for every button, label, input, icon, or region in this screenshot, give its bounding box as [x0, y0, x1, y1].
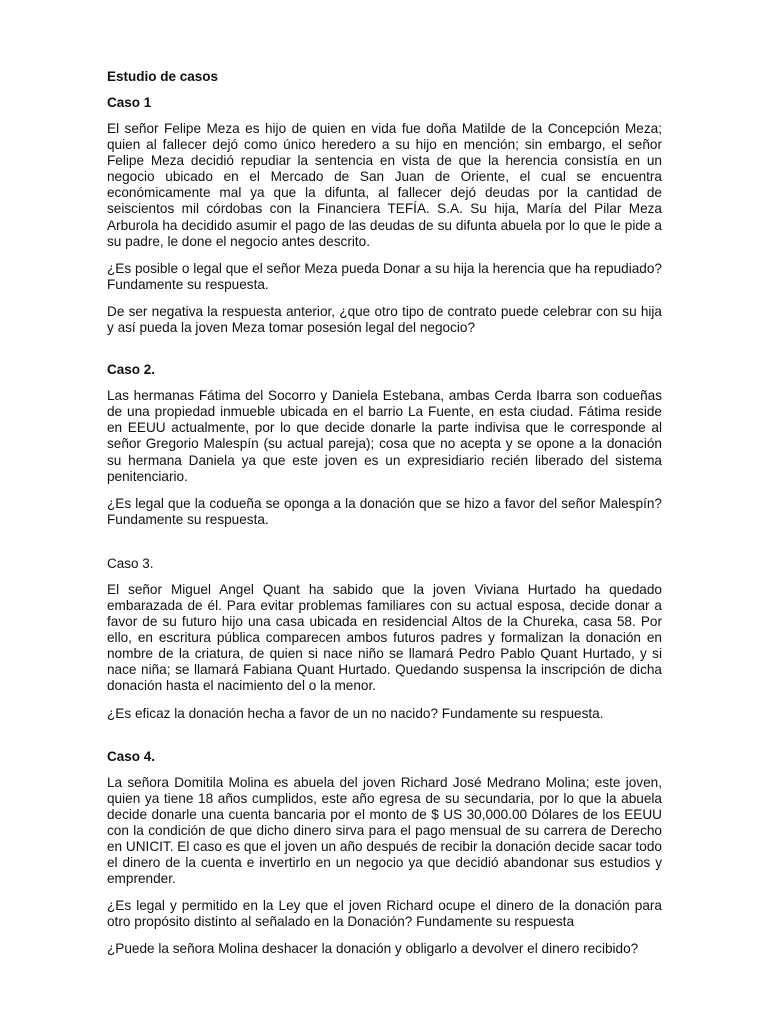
section-spacer: [107, 733, 662, 749]
case-2-facts: Las hermanas Fátima del Socorro y Daniela Estebana, ambas Cerda Ibarra son codueñas de una propiedad inmueble ubicada en el barrio La Fuente, en esta ciudad. Fátima reside en EEUU actualmente, por lo que decide donarle la parte indivisa que le corresponde al señor Gregorio Malespín (su actual pareja); cosa que no acepta y se opone a la donación su hermana Daniela ya que este joven es un expresidiario recién liberado del sistema penitenciario.: [107, 388, 662, 484]
case-4-facts: La señora Domitila Molina es abuela del joven Richard José Medrano Molina; este joven, quien ya tiene 18 años cumplidos, este año egresa de su secundaria, por lo que la abuela decide donarle una cuenta bancaria por el monto de $ US 30,000.00 Dólares de los EEUU con la condición de que dicho dinero sirva para el pago mensual de su carrera de Derecho en UNICIT. El caso es que el joven un año después de recibir la donación decide sacar todo el dinero de la cuenta e invertirlo en un negocio ya que decidió abandonar sus estudios y emprender.: [107, 774, 662, 887]
case-1: [107, 95, 662, 336]
case-3-heading: Caso 3.: [107, 555, 154, 571]
case-1-heading: Caso 1: [107, 95, 152, 110]
case-3: [107, 556, 662, 722]
case-2-question-1: ¿Es legal que la codueña se oponga a la donación que se hizo a favor del señor Malespín? Fundamente su respuesta.: [107, 495, 662, 527]
case-4: [107, 749, 662, 958]
case-3-question-1: ¿Es eficaz la donación hecha a favor de un no nacido? Fundamente su respuesta.: [107, 705, 604, 721]
document-title: Estudio de casos: [107, 69, 219, 84]
case-2-heading: Caso 2.: [107, 362, 156, 378]
case-1-facts: El señor Felipe Meza es hijo de quien en vida fue doña Matilde de la Concepción Meza; quien al fallecer dejó como único heredero a su hijo en mención; sin embargo, el señor Felipe Meza decidió repudiar la sentencia en vista de que la herencia consistía en un negocio ubicado en el Mercado de San Juan de Oriente, el cual se encuentra económicamente mal ya que la difunta, al fallecer dejó deudas por la cantidad de seiscientos mil córdobas con la Financiera TEFÍA. S.A. Su hija, María del Pilar Meza Arburola ha decidido asumir el pago de las deudas de su difunta abuela por lo que le pide a su padre, le done el negocio antes descrito.: [107, 121, 662, 249]
section-spacer: [107, 539, 662, 556]
document-body: [107, 69, 662, 969]
case-1-question-2: De ser negativa la respuesta anterior, ¿que otro tipo de contrato puede celebrar con su hija y así pueda la joven Meza tomar posesión legal del negocio?: [107, 303, 662, 336]
case-4-question-2: ¿Puede la señora Molina deshacer la donación y obligarlo a devolver el dinero recibido?: [107, 941, 639, 957]
case-4-question-1: ¿Es legal y permitido en la Ley que el joven Richard ocupe el dinero de la donación para otro propósito distinto al señalado en la Donación? Fundamente su respuesta: [107, 898, 662, 930]
section-spacer: [107, 347, 662, 362]
case-3-facts: El señor Miguel Angel Quant ha sabido que la joven Viviana Hurtado ha quedado embarazada de él. Para evitar problemas familiares con su actual esposa, decide donar a favor de su futuro hijo una casa ubicada en residencial Altos de la Chureka, casa 58. Por ello, en escritura pública comparecen ambos futuros padres y formalizan la donación en nombre de la criatura, de quien si nace niño se llamará Pedro Pablo Quant Hurtado, y si nace niña; se llamará Fabiana Quant Hurtado. Quedando suspensa la inscripción de dicha donación hasta el nacimiento del o la menor.: [107, 581, 662, 694]
case-1-question-1: ¿Es posible o legal que el señor Meza pueda Donar a su hija la herencia que ha repudiado? Fundamente su respuesta.: [107, 260, 662, 292]
case-2: [107, 362, 662, 528]
case-4-heading: Caso 4.: [107, 748, 156, 764]
